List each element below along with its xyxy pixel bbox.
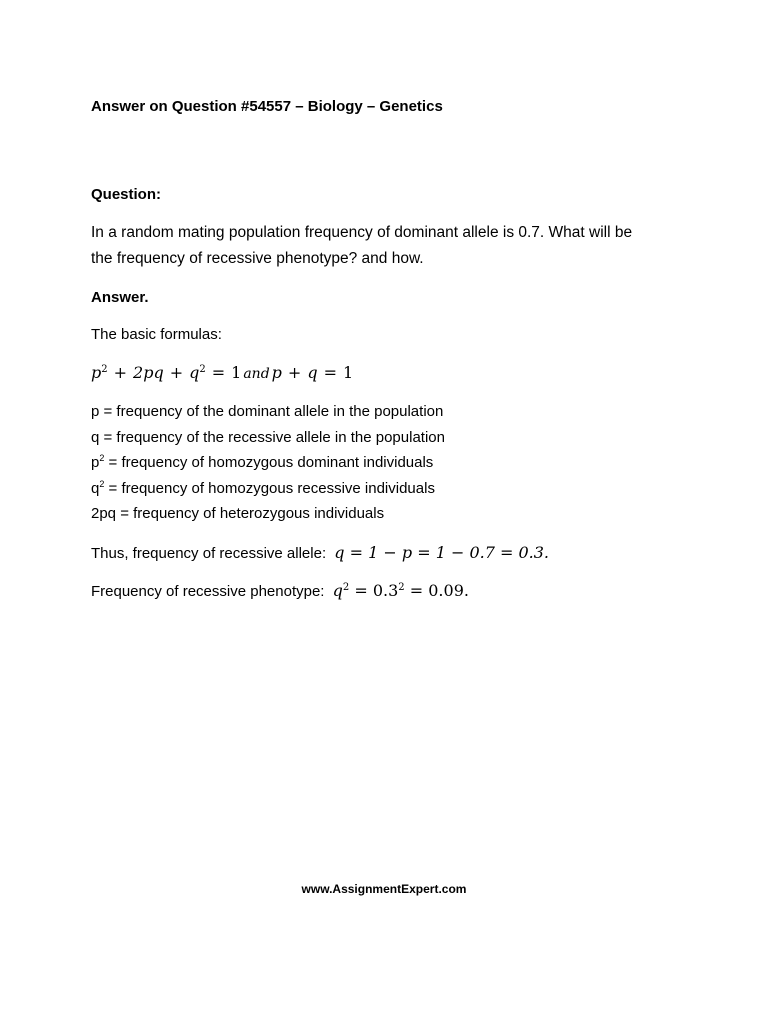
recessive-phenotype-expression: [333, 581, 469, 600]
formula-plus-3: +: [287, 363, 302, 382]
phenotype-q-exponent: 2: [342, 582, 350, 593]
recessive-phenotype-label: Frequency of recessive phenotype:: [91, 583, 325, 600]
definition-p-squared: [91, 453, 433, 473]
phenotype-q: q: [332, 581, 343, 600]
recessive-allele-label: Thus, frequency of recessive allele:: [91, 545, 327, 562]
formula-one-1: 1: [231, 363, 242, 382]
formulas-intro: The basic formulas:: [91, 326, 222, 343]
formula-q-2: q: [307, 363, 318, 382]
definition-p: p = frequency of the dominant allele in the population: [91, 403, 444, 420]
phenotype-result: = 0.09.: [404, 581, 469, 600]
hardy-weinberg-formula: [91, 363, 353, 384]
phenotype-mid: = 0.3: [349, 581, 399, 600]
definition-p-squared-text: = frequency of homozygous dominant individuals: [104, 454, 434, 471]
formula-plus-2: +: [169, 363, 184, 382]
definition-q-squared-base: q: [91, 480, 100, 497]
definition-q-squared: [91, 479, 435, 499]
formula-q-exponent: 2: [199, 364, 206, 375]
footer-website: www.AssignmentExpert.com: [301, 882, 467, 896]
question-heading: Question:: [91, 186, 161, 203]
formula-p-exponent: 2: [101, 364, 108, 375]
formula-equals-1: =: [211, 363, 226, 382]
definition-p-squared-base: p: [91, 454, 100, 471]
definition-q-squared-exponent: 2: [99, 479, 105, 489]
formula-q: q: [189, 363, 200, 382]
recessive-allele-line: [91, 543, 549, 564]
formula-plus-1: +: [113, 363, 128, 382]
document-title: Answer on Question #54557 – Biology – Genetics: [91, 98, 443, 115]
definition-q-squared-text: = frequency of homozygous recessive individuals: [104, 480, 435, 497]
question-text-line-1: In a random mating population frequency of dominant allele is 0.7. What will be: [91, 224, 633, 241]
definition-2pq: 2pq = frequency of heterozygous individuals: [91, 505, 385, 522]
answer-heading: Answer.: [91, 289, 149, 306]
recessive-phenotype-line: [91, 581, 469, 602]
formula-equals-2: =: [323, 363, 337, 382]
phenotype-mid-exponent: 2: [398, 582, 405, 593]
formula-p-2: p: [271, 363, 282, 382]
formula-p: p: [91, 363, 102, 382]
definition-q: q = frequency of the recessive allele in the population: [91, 429, 445, 446]
recessive-allele-expression: q = 1 − p = 1 − 0.7 = 0.3.: [334, 543, 550, 562]
formula-2pq: 2pq: [133, 363, 164, 382]
formula-and: and: [243, 366, 270, 382]
definition-p-squared-exponent: 2: [99, 453, 105, 463]
formula-one-2: 1: [342, 363, 354, 382]
question-text-line-2: the frequency of recessive phenotype? and how.: [91, 250, 424, 267]
